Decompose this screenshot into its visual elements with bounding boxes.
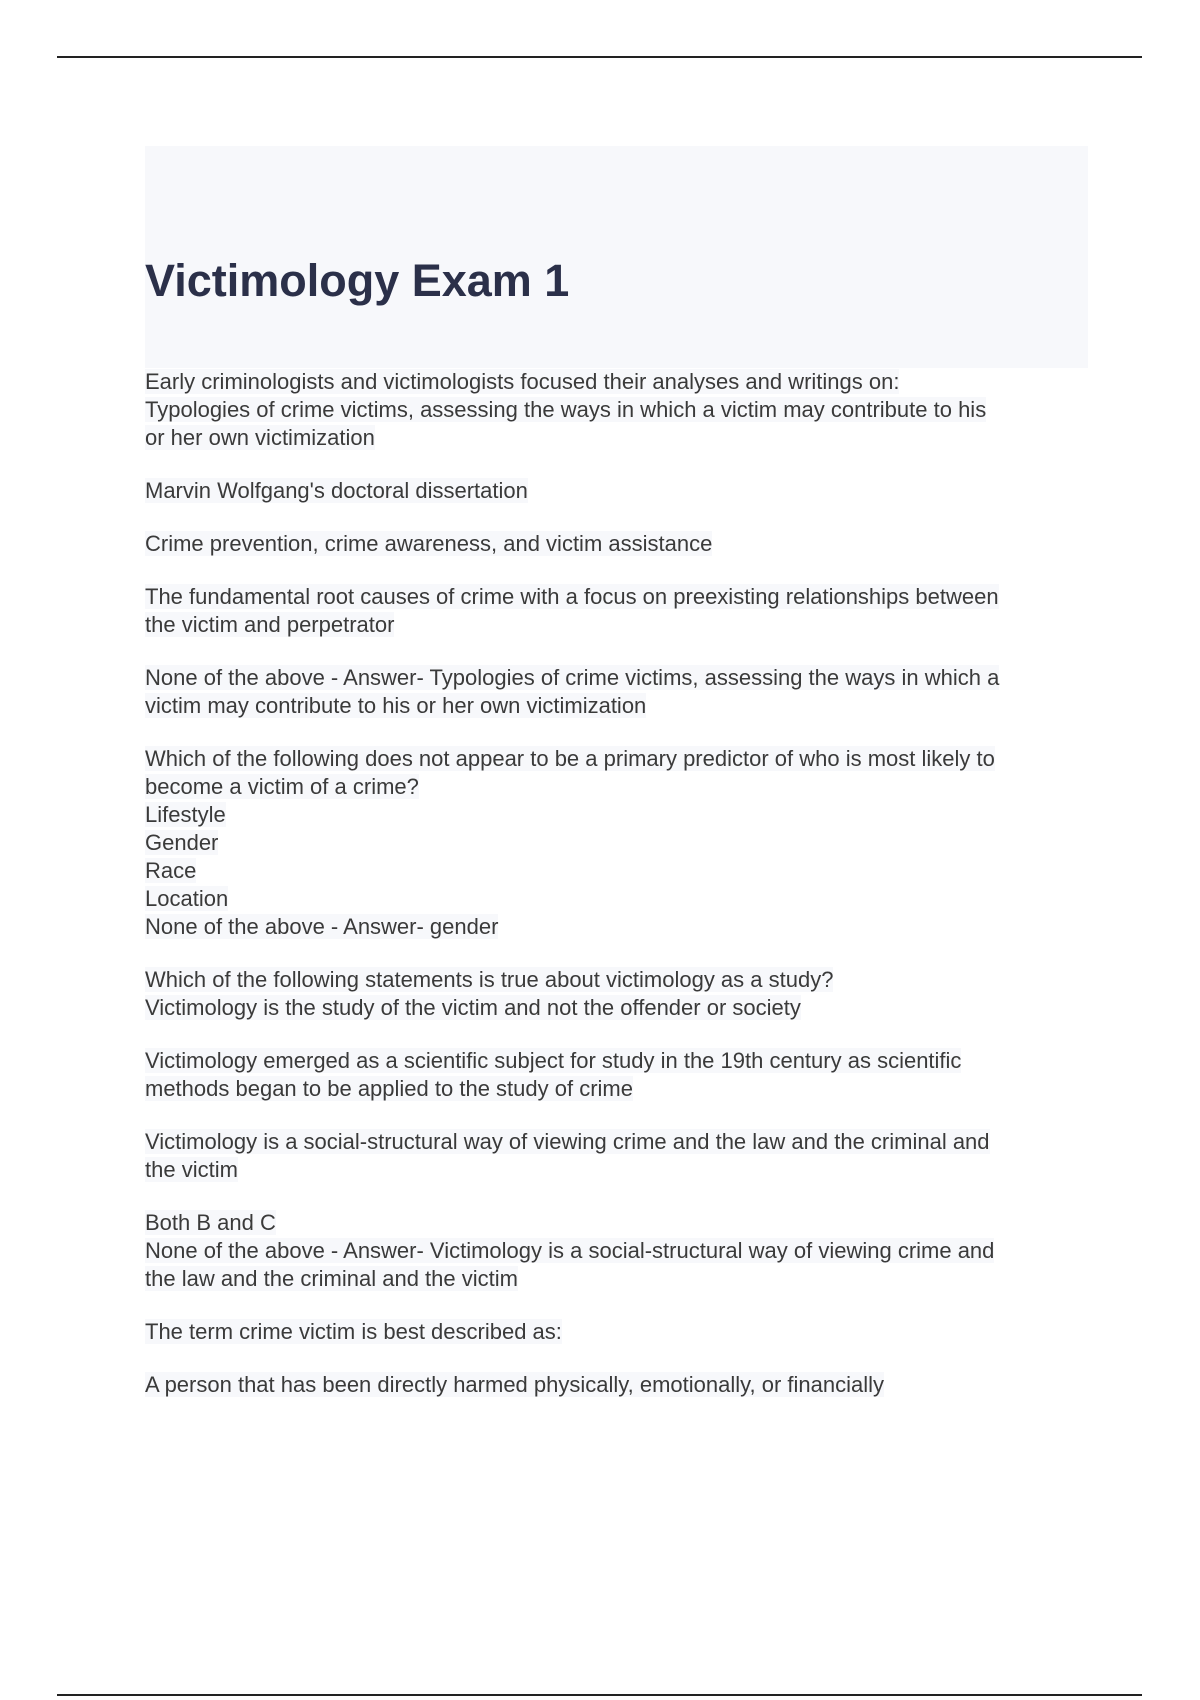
paragraph <box>145 530 1095 558</box>
bottom-rule <box>57 1694 1142 1696</box>
text-line: None of the above - Answer- Typologies of crime victims, assessing the ways in which a <box>145 665 1000 690</box>
text-line: Race <box>145 858 197 883</box>
document-body <box>145 368 1095 1424</box>
text-line: Both B and C <box>145 1210 276 1235</box>
text-line: Victimology is the study of the victim and not the offender or society <box>145 995 801 1020</box>
paragraph <box>145 745 1095 941</box>
paragraph <box>145 477 1095 505</box>
text-line: Lifestyle <box>145 802 226 827</box>
text-line: Gender <box>145 830 219 855</box>
document-title: Victimology Exam 1 <box>145 255 570 306</box>
text-line: Crime prevention, crime awareness, and victim assistance <box>145 531 713 556</box>
text-line: Early criminologists and victimologists focused their analyses and writings on: <box>145 369 900 394</box>
text-line: Victimology is a social-structural way of viewing crime and the law and the criminal and <box>145 1129 990 1154</box>
title-banner <box>145 146 1088 368</box>
text-line: Victimology emerged as a scientific subject for study in the 19th century as scientific <box>145 1048 962 1073</box>
top-rule <box>57 56 1142 58</box>
text-line: None of the above - Answer- gender <box>145 914 499 939</box>
text-line: Which of the following does not appear to be a primary predictor of who is most likely to <box>145 746 995 771</box>
text-line: victim may contribute to his or her own victimization <box>145 693 647 718</box>
paragraph <box>145 368 1095 452</box>
paragraph <box>145 966 1095 1022</box>
text-line: None of the above - Answer- Victimology is a social-structural way of viewing crime and <box>145 1238 995 1263</box>
text-line: Marvin Wolfgang's doctoral dissertation <box>145 478 528 503</box>
text-line: The term crime victim is best described as: <box>145 1319 562 1344</box>
text-line: Typologies of crime victims, assessing the ways in which a victim may contribute to his <box>145 397 987 422</box>
text-line: the law and the criminal and the victim <box>145 1266 518 1291</box>
paragraph <box>145 1128 1095 1184</box>
paragraph <box>145 1318 1095 1346</box>
paragraph <box>145 583 1095 639</box>
text-line: Which of the following statements is true about victimology as a study? <box>145 967 834 992</box>
paragraph <box>145 1371 1095 1399</box>
paragraph <box>145 1209 1095 1293</box>
text-line: Location <box>145 886 229 911</box>
text-line: become a victim of a crime? <box>145 774 419 799</box>
text-line: the victim <box>145 1157 238 1182</box>
text-line: A person that has been directly harmed physically, emotionally, or financially <box>145 1372 885 1397</box>
paragraph <box>145 1047 1095 1103</box>
paragraph <box>145 664 1095 720</box>
text-line: the victim and perpetrator <box>145 612 395 637</box>
text-line: or her own victimization <box>145 425 375 450</box>
text-line: The fundamental root causes of crime with a focus on preexisting relationships between <box>145 584 999 609</box>
text-line: methods began to be applied to the study of crime <box>145 1076 633 1101</box>
